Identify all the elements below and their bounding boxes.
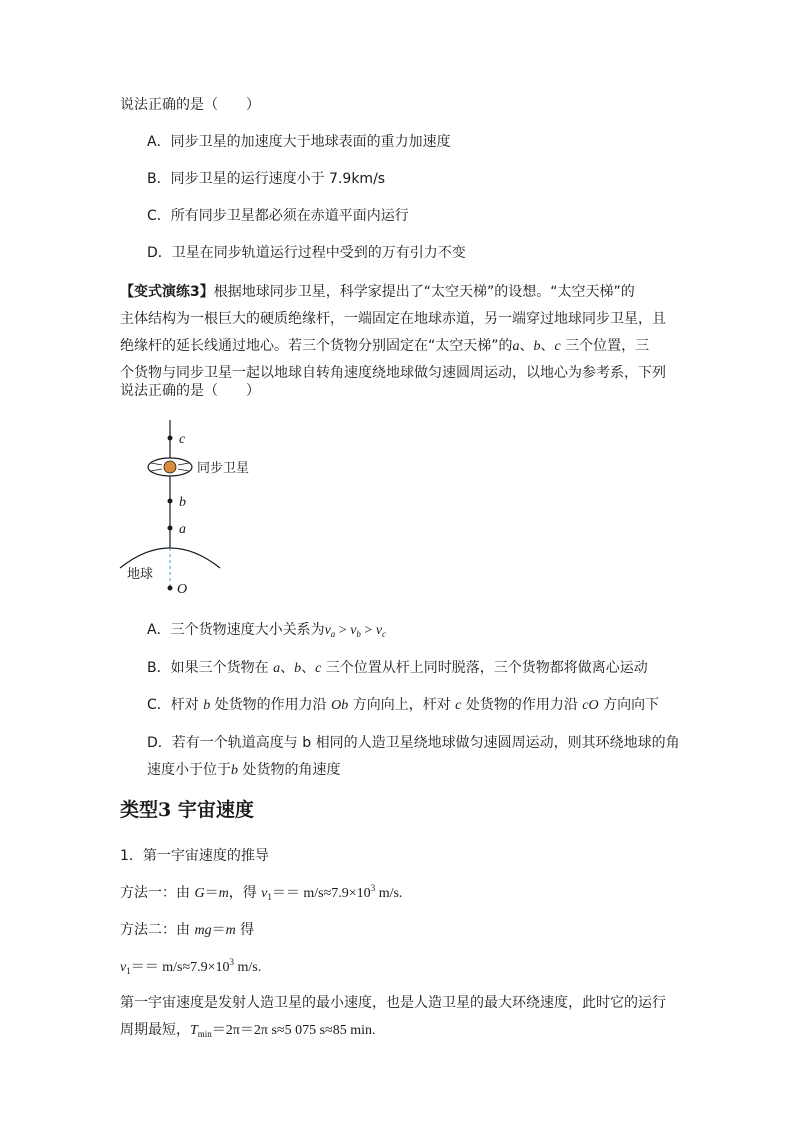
q3-option-d-line-2: 速度小于位于b 处货物的角速度 bbox=[147, 762, 341, 778]
q3-stem-line-1: 【变式演练3】根据地球同步卫星，科学家提出了“太空天梯”的设想。“太空天梯”的 bbox=[120, 284, 635, 300]
option-d: D．卫星在同步轨道运行过程中受到的万有引力不变 bbox=[147, 245, 466, 261]
method-two-result: $v_1== m/s\approx 7.9\times 10^3$ m/s. bbox=[120, 957, 262, 976]
option-a: A．同步卫星的加速度大于地球表面的重力加速度 bbox=[147, 134, 451, 150]
q3-stem-line-4: 个货物与同步卫星一起以地球自转角速度绕地球做匀速圆周运动，以地心为参考系，下列 bbox=[120, 365, 666, 381]
item-1-heading: 1．第一宇宙速度的推导 bbox=[120, 848, 269, 864]
q3-option-d-line-1: D．若有一个轨道高度与 b 相同的人造卫星绕地球做匀速圆周运动，则其环绕地球的角 bbox=[147, 735, 680, 751]
point-c bbox=[168, 436, 173, 441]
option-b: B．同步卫星的运行速度小于 7.9km/s bbox=[147, 171, 386, 187]
question-stem-tail: 说法正确的是（ ） bbox=[120, 97, 260, 113]
satellite-icon bbox=[164, 461, 176, 473]
label-b: b bbox=[179, 495, 186, 510]
label-a: a bbox=[179, 522, 186, 537]
point-o bbox=[168, 586, 173, 591]
method-one: 方法一：由 G＝m，得 $v_1== m/s\approx 7.9\times 10^3$ m/s. bbox=[120, 883, 403, 902]
label-earth: 地球 bbox=[127, 567, 154, 582]
point-b bbox=[168, 499, 173, 504]
q3-tag: 【变式演练3】 bbox=[120, 284, 214, 300]
space-elevator-figure bbox=[115, 420, 295, 600]
q3-stem-line-5: 说法正确的是（ ） bbox=[120, 383, 260, 399]
q3-option-b: B．如果三个货物在 a、b、c 三个位置从杆上同时脱落，三个货物都将做离心运动 bbox=[147, 660, 648, 676]
label-o: O bbox=[177, 582, 188, 597]
summary-line-2: 周期最短，$T_{min}=2\pi=2\pi$ s≈5 075 s≈85 min. bbox=[120, 1022, 376, 1039]
q3-stem-line-3: 绝缘杆的延长线通过地心。若三个货物分别固定在“太空天梯”的a、b、c 三个位置，三 bbox=[120, 338, 650, 354]
method-two: 方法二：由 mg＝m 得 bbox=[120, 922, 255, 938]
section-heading: 类型3 宇宙速度 bbox=[120, 799, 254, 821]
label-satellite: 同步卫星 bbox=[197, 461, 250, 476]
summary-line-1: 第一宇宙速度是发射人造卫星的最小速度，也是人造卫星的最大环绕速度，此时它的运行 bbox=[120, 995, 666, 1011]
q3-option-a: A．三个货物速度大小关系为$v_a > v_b > v_c$ bbox=[147, 622, 387, 639]
q3-option-c: C．杆对 b 处货物的作用力沿 Ob 方向向上，杆对 c 处货物的作用力沿 cO 方向向下 bbox=[147, 697, 660, 713]
point-a bbox=[168, 526, 173, 531]
option-c: C．所有同步卫星都必须在赤道平面内运行 bbox=[147, 208, 409, 224]
label-c: c bbox=[179, 432, 186, 447]
q3-stem-line-2: 主体结构为一根巨大的硬质绝缘杆，一端固定在地球赤道，另一端穿过地球同步卫星，且 bbox=[120, 311, 666, 327]
